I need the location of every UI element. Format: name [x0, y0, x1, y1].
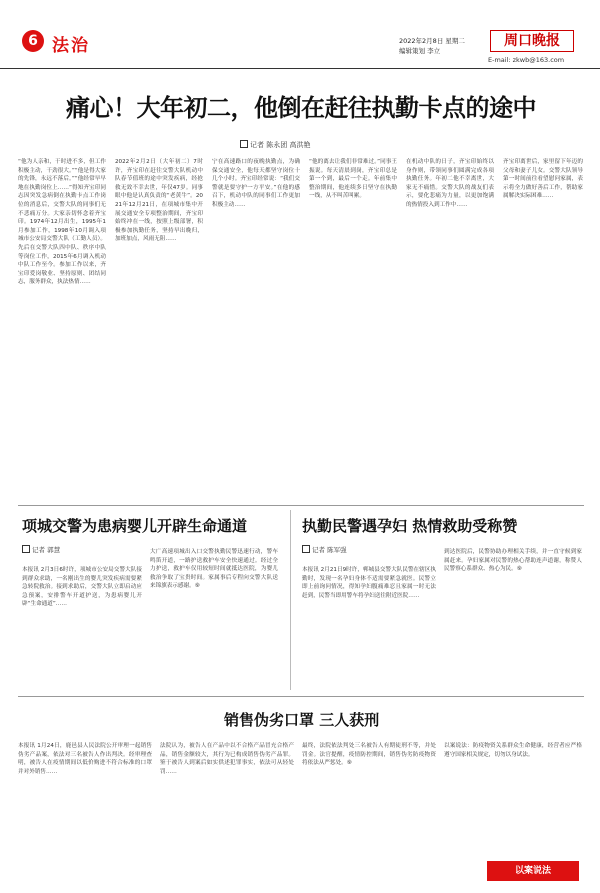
article4-column-1: 本报讯 1月24日，鹿邑县人民法院公开审理一起销售伪劣产品案，依法对三名被告人作出判决。经审理查明，被告人在疫情期间以低价购进不符合标准的口罩并对外销售……: [18, 743, 152, 775]
byline-box-icon: [302, 545, 310, 553]
main-column-1: “他为人亲和，干时进不多，但工作积极主动，干劲很大。”“他是得大家的先锋，永远不落后。”“他经常早早地在执勤岗位上……”得知齐宝印同志因突发急病倒在执勤卡点工作岗位的消息后，交警大队的同事们无不悲痛万分。大家亲切怀念着齐宝印。1974年12月出生，1995年1月参加工作，1998年10月调入项城市公安局交警大队（工勤人员）。先后在交警大队四中队、秩序中队等岗位工作，2015年6月调入机动中队工作至今。参加工作以来，齐宝印爱岗敬业、坚持原则、团结同志，服务群众，执法热情……: [18, 159, 106, 286]
article4-column-2: 法院认为，被告人在产品中以不合格产品冒充合格产品，销售金额较大，其行为已构成销售伪劣产品罪。鉴于被告人到案后如实供述犯罪事实，依法可从轻处罚……: [160, 743, 294, 775]
main-column-5: 在机动中队的日子，齐宝印始终以身作则，带领同事们圆满完成各项执勤任务。年初二他不幸离世，大家无不痛惜。交警大队的战友们表示，要化悲痛为力量，以更加饱满的热情投入到工作中……: [406, 159, 494, 208]
page-header: [0, 0, 600, 69]
byline-box-icon: [240, 140, 248, 148]
page-number: 6: [22, 30, 44, 52]
article2-column-1: 本报讯 2月3日6时许，项城市公安局交警大队接到群众求助，一名刚出生的婴儿突发疾病需要紧急转院救治。接到求助后，交警大队立即启动应急预案，安排警车开道护送，为患病婴儿开辟“生命通道”……: [22, 567, 142, 608]
newspaper-logo: 周口晚报: [490, 30, 574, 52]
article2-column-2: 大广高速项城出入口交警执勤民警迅速行动，警车鸣笛开道，一路护送救护车安全快速通过。经过全力护送，救护车仅用较短时间就抵达医院，为婴儿救治争取了宝贵时间。家属事后专程向交警大队送来锦旗表示感谢。⑨: [150, 549, 278, 590]
main-byline: 记者 陈永团 高洪艳: [240, 140, 310, 150]
article3-byline: 记者 陈军强: [302, 545, 347, 554]
main-column-4: “他的离去让我们非常难过。”同事王振说。每天清晨到岗，齐宝印总是第一个到，最后一个走。年前集中整治期间，他连续多日坚守在执勤一线，从不叫苦叫累。: [309, 159, 397, 200]
case-law-tag: 以案说法: [487, 861, 579, 881]
header-meta: [399, 36, 465, 56]
issue-date: 2022年2月8日 星期二: [399, 37, 465, 45]
article2-title: 项城交警为患病婴儿开辟生命通道: [22, 517, 248, 535]
article3-column-1: 本报讯 2月21日9时许，郸城县交警大队民警在辖区执勤时，发现一名孕妇身体不适需要紧急就医。民警立即上前询问情况，得知孕妇腹痛难忍且家属一时无法赶到，民警当即用警车将孕妇送往附近医院……: [302, 567, 436, 599]
divider-vertical: [290, 510, 291, 690]
article4-title: 销售伪劣口罩 三人获刑: [224, 711, 380, 729]
byline-box-icon: [22, 545, 30, 553]
editor-info: 编辑策划 李立: [399, 47, 441, 55]
article3-title: 执勤民警遇孕妇 热情救助受称赞: [302, 517, 518, 535]
main-column-3: 宁在高速路口的夜晚执勤点，为确保交通安全，他每天都坚守岗位十几个小时。齐宝印经常说：“我们交警就是要守护一方平安。”在他的感召下，机动中队的同事们工作更加积极主动……: [212, 159, 300, 208]
header-email: E-mail: zkwb@163.com: [488, 56, 565, 64]
article2-byline: 记者 郭慧: [22, 545, 60, 554]
article4-column-3: 最终，法院依法判处三名被告人有期徒刑不等，并处罚金。法官提醒，疫情防控期间，销售伪劣防疫物资将依法从严惩处。⑨: [302, 743, 436, 767]
main-column-2: 2022年2月2日（大年初二）7时许，齐宝印在赶往交警大队机动中队春节值班的途中突发疾病，经抢救无效不幸去世，年仅47岁。同事眼中他是认真负责的“老黄牛”。2021年12月21日，在项城市集中开展交通安全专项整治期间，齐宝印始终冲在一线，按照上级部署，积极参加执勤任务，坚持早出晚归，加班加点，风雨无阻……: [115, 159, 203, 243]
main-column-6: 齐宝印离世后，家里留下年迈的父母和妻子儿女。交警大队领导第一时间前往看望慰问家属，表示将全力做好善后工作，帮助家属解决实际困难……: [503, 159, 583, 200]
article3-column-2: 到达医院后，民警协助办理相关手续，并一直守候到家属赶来。孕妇家属对民警的热心帮助连声道谢，称赞人民警察心系群众、热心为民。⑨: [444, 549, 582, 573]
divider-bottom: [18, 696, 584, 697]
divider-main: [18, 505, 584, 506]
main-headline: 痛心！大年初二，他倒在赶往执勤卡点的途中: [66, 93, 536, 122]
article4-column-4: 以案说法：防疫物资关系群众生命健康，经营者应严格遵守国家相关规定，切勿以身试法。: [444, 743, 582, 758]
section-title: 法治: [52, 36, 90, 56]
